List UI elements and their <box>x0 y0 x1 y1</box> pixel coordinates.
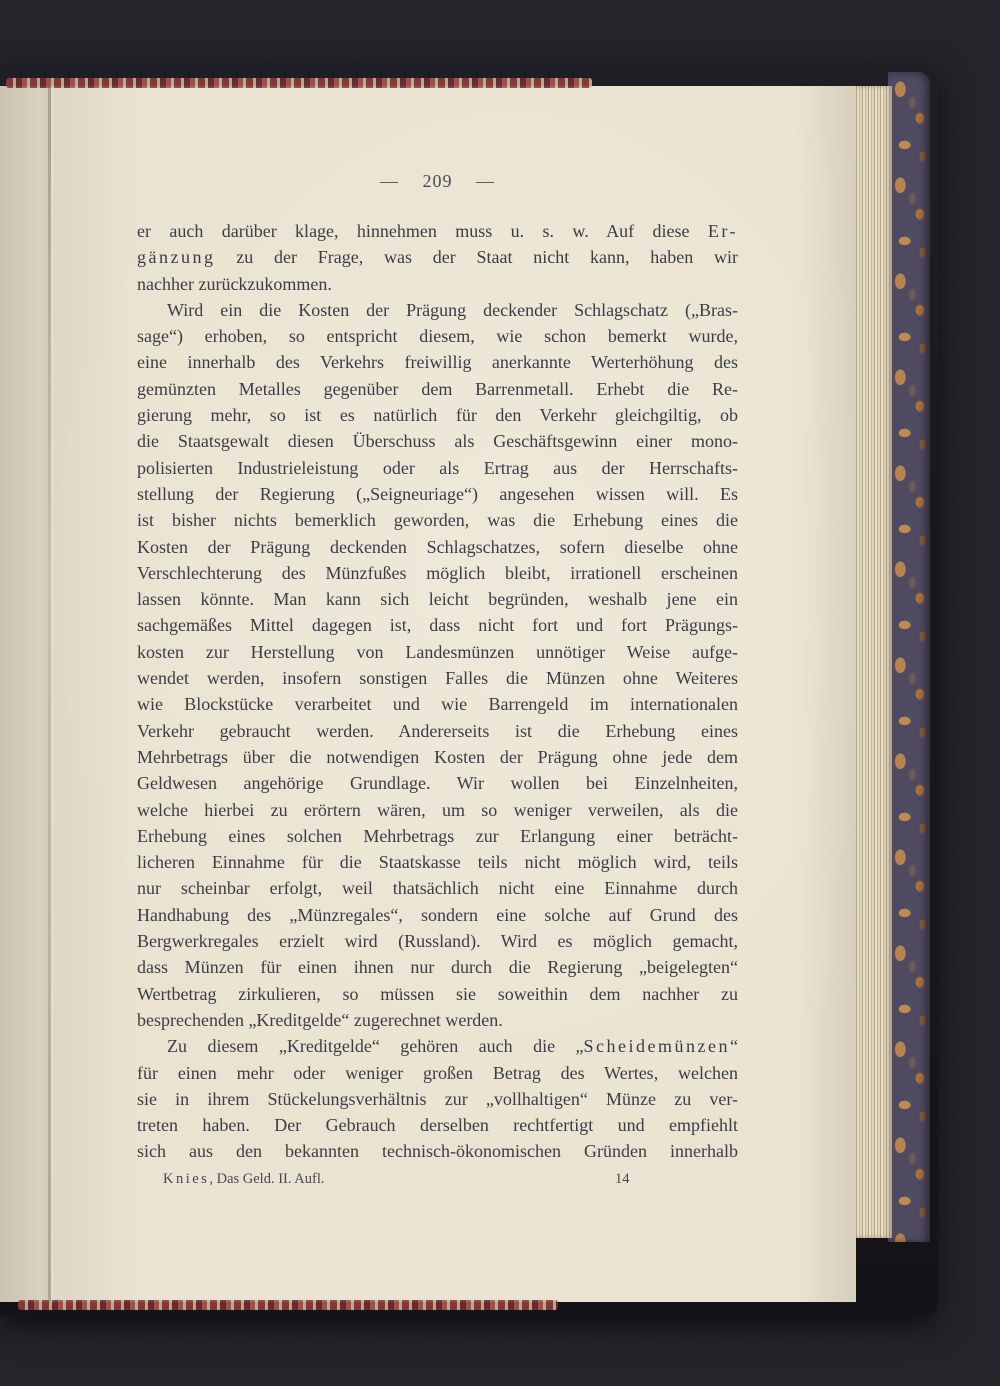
text-line: Wertbetrag zirkulieren, so müssen sie soweithin dem nachher zu <box>137 983 738 1004</box>
text-line: gänzung zu der Frage, was der Staat nicht kann, haben wir <box>137 247 738 268</box>
text-line: ist bisher nichts bemerklich geworden, was die Erhebung eines die <box>137 510 738 531</box>
top-edge-marbling <box>6 78 592 88</box>
footer-author: Knies <box>163 1170 210 1187</box>
text-line: gemünzten Metalles gegenüber dem Barrenmetall. Erhebt die Re- <box>137 378 738 399</box>
footer-title: , Das Geld. II. Aufl. <box>209 1170 325 1187</box>
text-line: nur scheinbar erfolgt, weil thatsächlich nicht eine Einnahme durch <box>137 878 738 899</box>
text-line: für einen mehr oder weniger großen Betrag des Wertes, welchen <box>137 1062 738 1083</box>
text-line: wie Blockstücke verarbeitet und wie Barrengeld im internationalen <box>137 694 738 715</box>
text-line: Mehrbetrags über die notwendigen Kosten der Prägung ohne jede dem <box>137 746 738 767</box>
page-number: — 209 — <box>380 171 495 191</box>
text-line: Verschlechterung des Münzfußes möglich bleibt, irrationell erscheinen <box>137 562 738 583</box>
text-line: er auch darüber klage, hinnehmen muss u. s. w. Auf diese Er- <box>137 221 738 241</box>
text-line: polisierten Industrieleistung oder als Ertrag aus der Herrschafts- <box>137 457 738 478</box>
text-line: die Staatsgewalt diesen Überschuss als Geschäftsgewinn einer mono- <box>137 431 738 452</box>
text-line: Erhebung eines solchen Mehrbetrags zur Erlangung einer beträcht- <box>137 825 738 846</box>
text-line: lassen könnte. Man kann sich leicht begründen, weshalb jene ein <box>137 589 738 610</box>
text-line: besprechenden „Kreditgelde“ zugerechnet werden. <box>137 1009 503 1030</box>
text-line: Zu diesem „Kreditgelde“ gehören auch die „Scheidemünzen“ <box>167 1036 738 1057</box>
text-line: sage“) erhoben, so entspricht diesem, wie schon bemerkt wurde, <box>137 326 738 347</box>
bottom-edge-marbling <box>18 1300 558 1310</box>
text-line: treten haben. Der Gebrauch derselben rechtfertigt und empfiehlt <box>137 1115 738 1136</box>
text-line: kosten zur Herstellung von Landesmünzen unnötiger Weise aufge- <box>137 641 738 662</box>
text-line: Wird ein die Kosten der Prägung deckender Schlagschatz („Bras- <box>167 299 738 320</box>
text-line: welche hierbei zu erörtern wären, um so weniger verweilen, als die <box>137 799 738 820</box>
text-line: gierung mehr, so ist es natürlich für den Verkehr gleichgiltig, ob <box>137 405 738 426</box>
text-line: Verkehr gebraucht werden. Andererseits ist die Erhebung eines <box>137 720 738 741</box>
text-line: sachgemäßes Mittel dagegen ist, dass nicht fort und fort Prägungs- <box>137 615 738 636</box>
text-line: sie in ihrem Stückelungsverhältnis zur „vollhaltigen“ Münze zu ver- <box>137 1088 738 1109</box>
text-line: Kosten der Prägung deckenden Schlagschatzes, sofern dieselbe ohne <box>137 536 738 557</box>
text-line: sich aus den bekannten technisch-ökonomischen Gründen innerhalb <box>137 1141 738 1162</box>
text-line: Geldwesen angehörige Grundlage. Wir wollen bei Einzelnheiten, <box>137 773 738 794</box>
signature-line <box>163 1168 325 1190</box>
page-edge-stack <box>854 86 892 1238</box>
marbled-cover-edge <box>888 72 930 1242</box>
text-line: stellung der Regierung („Seigneuriage“) angesehen wissen will. Es <box>137 483 738 504</box>
text-line: wendet werden, insofern sonstigen Falles die Münzen ohne Weiteres <box>137 668 738 689</box>
text-line: licheren Einnahme für die Staatskasse teils nicht möglich wird, teils <box>137 852 738 873</box>
gutter-crease <box>48 86 51 1302</box>
text-line: nachher zurückzukommen. <box>137 273 332 294</box>
text-line: Bergwerkregales erzielt wird (Russland). Wird es möglich gemacht, <box>137 931 738 952</box>
sheet-number: 14 <box>615 1170 630 1187</box>
body-lines <box>137 218 738 1165</box>
text-line: dass Münzen für einen ihnen nur durch die Regierung „beigelegten“ <box>137 957 738 978</box>
text-block <box>137 168 738 1187</box>
text-line: Handhabung des „Münzregales“, sondern eine solche auf Grund des <box>137 904 738 925</box>
text-line: eine innerhalb des Verkehrs freiwillig anerkannte Werterhöhung des <box>137 352 738 373</box>
